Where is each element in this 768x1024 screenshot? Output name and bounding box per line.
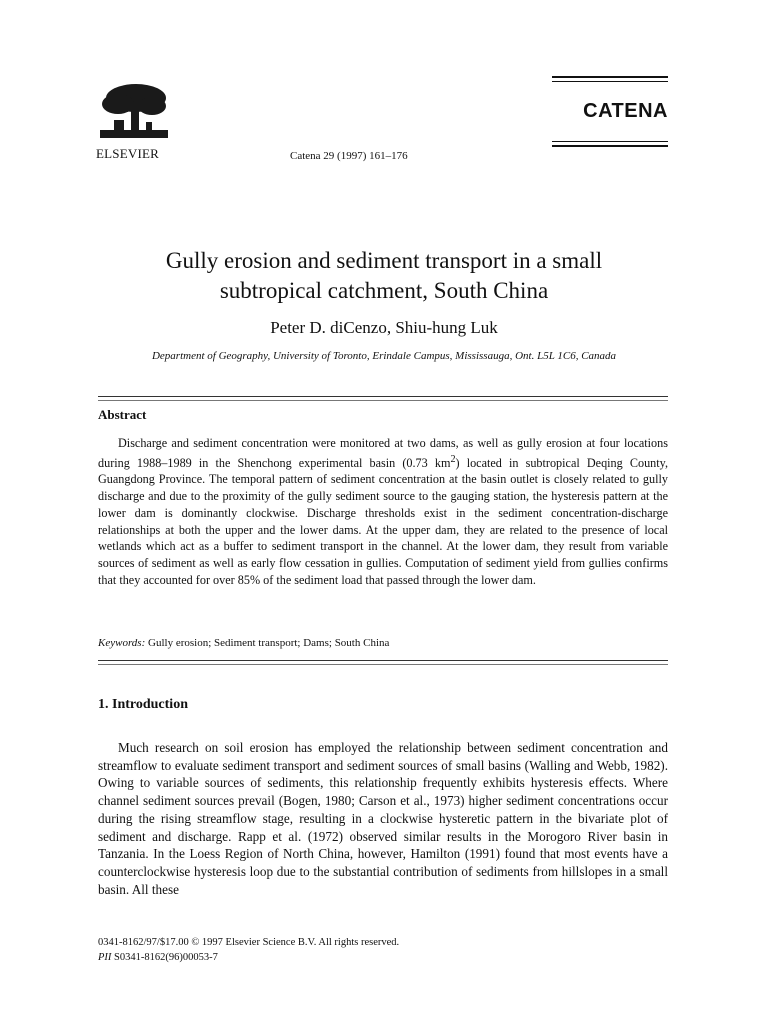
divider-top xyxy=(98,396,668,401)
journal-citation: Catena 29 (1997) 161–176 xyxy=(290,150,408,162)
copyright-line: 0341-8162/97/$17.00 © 1997 Elsevier Science B.V. All rights reserved. xyxy=(98,937,400,948)
abstract-text-part1: Discharge and sediment concentration were monitored at two dams, as well as gully erosion at four locations during 1988–1989 in the Shenchong experimental basin (0.73 km xyxy=(98,436,668,470)
abstract-heading: Abstract xyxy=(98,407,147,422)
journal-masthead xyxy=(552,76,668,150)
keywords xyxy=(98,637,668,649)
masthead-rule-top xyxy=(552,76,668,78)
abstract-text-part2: ) located in subtropical Deqing County, Guangdong Province. The temporal pattern of sediment concentration at the basin outlet is closely related to gully discharge and due to the proximity of the gully sediment source to the gauging station, the hysteresis pattern at the lower dam is dominantly clockwise. Discharge thresholds exist in the sediment concentration-discharge relationships at both the upper and the lower dams. At the upper dam, they are related to the presence of local wetlands which act as a buffer to sediment transport in the channel. At the lower dam, they result from variable sources of sediment as well as early flow cessation in gullies. Computation of sediment yield from gullies confirms that they accounted for over 85% of the sediment load that passed through the lower dam. xyxy=(98,455,669,587)
pii-line xyxy=(98,950,399,965)
article-title xyxy=(0,246,768,306)
keywords-label: Keywords: xyxy=(98,637,146,649)
article-title-line1: Gully erosion and sediment transport in a small xyxy=(165,248,603,273)
pii-label: PII xyxy=(98,952,112,963)
keywords-text: Gully erosion; Sediment transport; Dams; South China xyxy=(145,637,390,649)
journal-name: CATENA xyxy=(583,100,668,122)
publisher-name: ELSEVIER xyxy=(96,146,159,161)
masthead-rule-bottom-thin xyxy=(552,141,668,142)
masthead-rule-top-thin xyxy=(552,81,668,82)
authors: Peter D. diCenzo, Shiu-hung Luk xyxy=(270,318,498,337)
article-title-line2: subtropical catchment, South China xyxy=(219,278,549,303)
affiliation: Department of Geography, University of Toronto, Erindale Campus, Mississauga, Ont. L5L 1C6, Canada xyxy=(151,350,617,362)
abstract-text xyxy=(98,435,668,588)
introduction-text: Much research on soil erosion has employed the relationship between sediment concentration and streamflow to evaluate sediment transport and sediment sources of small basins (Walling and Webb, 1982). Owing to variable sources of sediments, this relationship frequently exhibits hysteresis effects. Where channel sediment sources prevail (Bogen, 1980; Carson et al., 1973) higher sediment concentrations occur during the rising streamflow stage, resulting in a clockwise hysteretic pattern in the bivariate plot of sediment and discharge. Rapp et al. (1972) observed similar results in the Morogoro River basin in Tanzania. In the Loess Region of North China, however, Hamilton (1991) found that most events have a counterclockwise hysteresis loop due to the substantial contribution of sediments from hillslopes in a small basin. All these xyxy=(98,740,668,897)
divider-bottom xyxy=(98,660,668,665)
pii-value: S0341-8162(96)00053-7 xyxy=(111,952,218,963)
masthead-rule-bottom xyxy=(552,145,668,147)
elsevier-tree-logo-icon xyxy=(96,80,172,142)
abstract-superscript: 2 xyxy=(450,453,456,465)
footer xyxy=(98,935,399,965)
section-heading-introduction: 1. Introduction xyxy=(98,697,188,712)
